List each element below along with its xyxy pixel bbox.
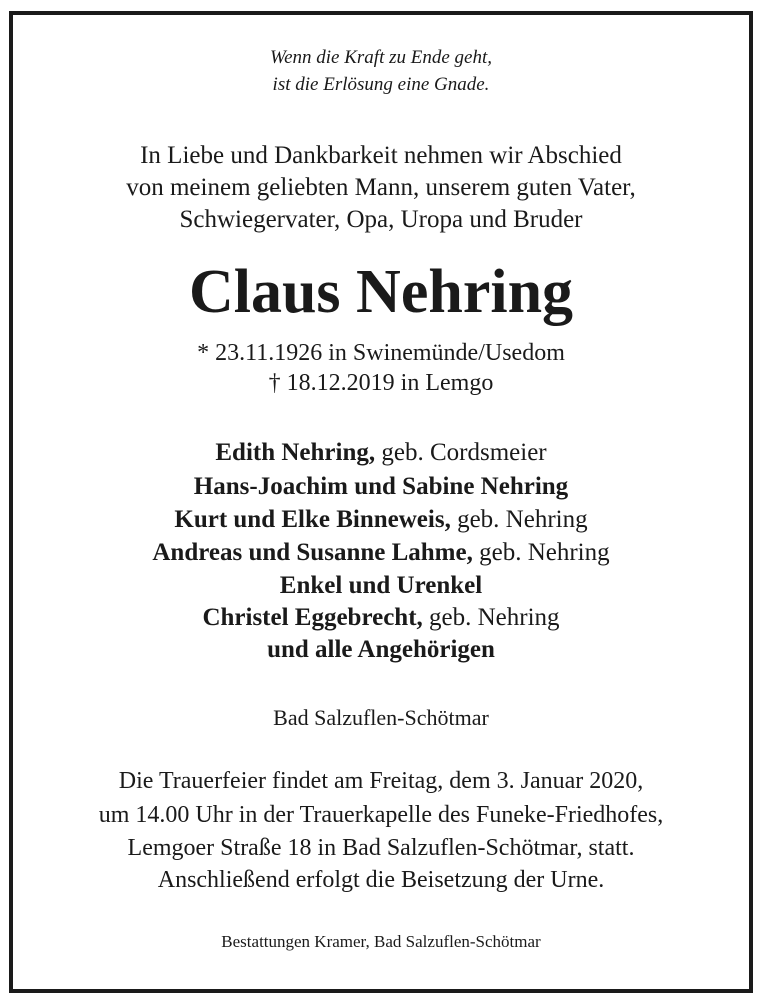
mourner-name: Enkel und Urenkel bbox=[279, 572, 483, 599]
mourner-suffix: geb. Nehring bbox=[422, 604, 560, 631]
birth-date: * 23.11.1926 in Swinemünde/Usedom bbox=[197, 340, 565, 366]
mourner-name: Andreas und Susanne Lahme, bbox=[152, 539, 473, 566]
intro-line-2: von meinem geliebten Mann, unserem guten Vater, bbox=[126, 174, 636, 201]
place: Bad Salzuflen-Schötmar bbox=[273, 705, 489, 730]
undertaker: Bestattungen Kramer, Bad Salzuflen-Schötmar bbox=[221, 932, 541, 951]
service-line-1: Die Trauerfeier findet am Freitag, dem 3. Januar 2020, bbox=[118, 768, 644, 794]
intro-line-1: In Liebe und Dankbarkeit nehmen wir Abschied bbox=[140, 142, 622, 169]
mourner-suffix: geb. Nehring bbox=[472, 539, 610, 566]
mourner-line bbox=[0, 470, 762, 503]
intro-line-3: Schwiegervater, Opa, Uropa und Bruder bbox=[179, 206, 583, 233]
death-date: † 18.12.2019 in Lemgo bbox=[268, 370, 494, 396]
motto-line-1: Wenn die Kraft zu Ende geht, bbox=[270, 47, 492, 68]
service-line-2: um 14.00 Uhr in der Trauerkapelle des Funeke-Friedhofes, bbox=[98, 802, 664, 828]
mourner-name: und alle Angehörigen bbox=[267, 636, 495, 663]
mourner-line bbox=[0, 569, 762, 602]
mourner-suffix: geb. Cordsmeier bbox=[375, 439, 547, 466]
mourner-name: Kurt und Elke Binneweis, bbox=[174, 506, 451, 533]
service-line-4: Anschließend erfolgt die Beisetzung der Urne. bbox=[157, 867, 605, 893]
deceased-name: Claus Nehring bbox=[188, 258, 574, 326]
mourner-name: Hans-Joachim und Sabine Nehring bbox=[193, 473, 569, 500]
motto-line-2: ist die Erlösung eine Gnade. bbox=[272, 74, 490, 95]
mourner-line bbox=[0, 436, 762, 469]
mourner-line bbox=[0, 503, 762, 536]
mourner-line bbox=[0, 633, 762, 666]
mourner-line bbox=[0, 536, 762, 569]
mourner-line bbox=[0, 601, 762, 634]
mourner-suffix: geb. Nehring bbox=[450, 506, 588, 533]
service-line-3: Lemgoer Straße 18 in Bad Salzuflen-Schötmar, statt. bbox=[127, 835, 635, 861]
mourner-name: Christel Eggebrecht, bbox=[202, 604, 423, 631]
mourner-name: Edith Nehring, bbox=[215, 439, 376, 466]
